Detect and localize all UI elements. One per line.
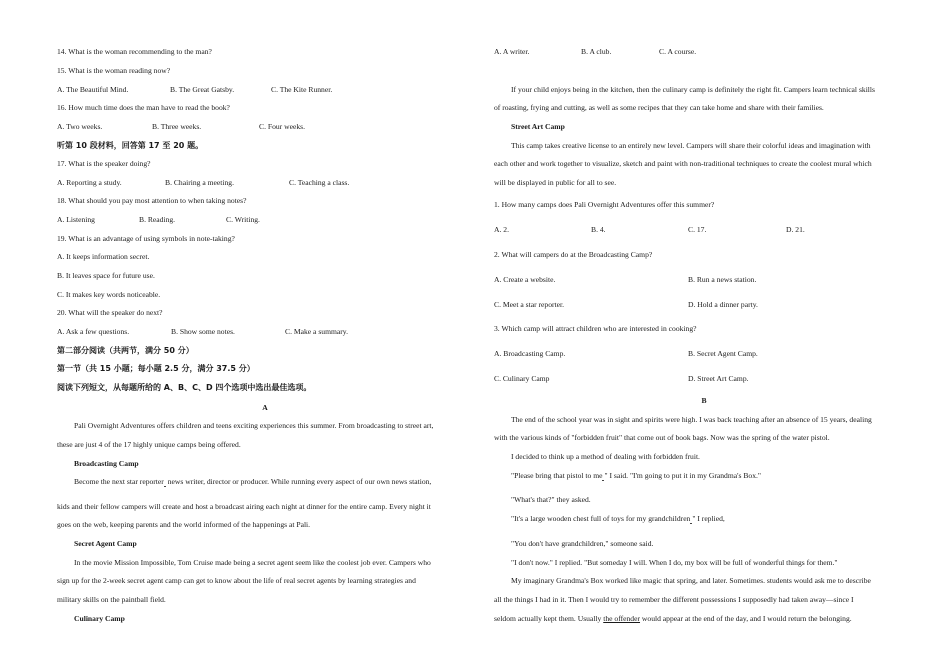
reading-question-3: 3. Which camp will attract children who are interested in cooking?	[494, 324, 697, 333]
paragraph-line: In the movie Mission Impossible, Tom Cruise made being a secret agent seem like the coolest job ever. Campers who	[74, 558, 431, 567]
question-18: 18. What should you pay most attention to when taking notes?	[57, 196, 247, 205]
paragraph-line: each other and work together to visualize, sketch and paint with non-traditional techniques to create the coolest mural which	[494, 159, 872, 168]
option: D. Street Art Camp.	[688, 374, 749, 383]
reading-question-1: 1. How many camps does Pali Overnight Adventures offer this summer?	[494, 200, 715, 209]
paragraph-line: Pali Overnight Adventures offers children and teens exciting experiences this summer. From broadcasting to street art,	[74, 421, 434, 430]
option: B. Chairing a meeting.	[165, 178, 234, 187]
option: C. Teaching a class.	[289, 178, 350, 187]
question-16-options	[57, 122, 473, 132]
question-20: 20. What will the speaker do next?	[57, 308, 163, 317]
reading-question-2-options-row-2	[494, 300, 914, 310]
paragraph-line: I decided to think up a method of dealing with forbidden fruit.	[511, 452, 700, 461]
option: C. 17.	[688, 225, 707, 234]
reading-question-1-options	[494, 225, 914, 235]
underlined-phrase: the offender	[603, 614, 641, 623]
option: C. A course.	[659, 47, 697, 56]
paragraph-line: military skills on the paintball field.	[57, 595, 166, 604]
part-2-heading: 第二部分阅读（共两节，满分 50 分）	[57, 346, 194, 355]
option: A. Ask a few questions.	[57, 327, 130, 336]
option: C. Culinary Camp	[494, 374, 550, 383]
text-fragment: " I said. "I'm going to put it in my Grandma's Box."	[604, 471, 762, 480]
question-14: 14. What is the woman recommending to the man?	[57, 47, 212, 56]
question-19-option-a: A. It keeps information secret.	[57, 252, 150, 261]
paragraph-line: kids and their fellow campers will create and host a broadcast airing each night at dinner for the entire camp. Every night it	[57, 502, 431, 511]
paragraph-line: "You don't have grandchildren," someone said.	[511, 539, 654, 548]
option: D. Hold a dinner party.	[688, 300, 758, 309]
question-17: 17. What is the speaker doing?	[57, 159, 151, 168]
question-15: 15. What is the woman reading now?	[57, 66, 171, 75]
reading-question-3-options-row-1	[494, 349, 914, 359]
text-fragment: "Please bring that pistol to me	[511, 471, 603, 480]
option: B. Three weeks.	[152, 122, 202, 131]
section-1-heading: 第一节（共 15 小题；每小题 2.5 分，满分 37.5 分）	[57, 364, 255, 373]
option: B. Secret Agent Camp.	[688, 349, 758, 358]
option: A. Create a website.	[494, 275, 556, 284]
text-fragment: would appear at the end of the day, and I would return the belonging.	[640, 614, 852, 623]
option: A. Two weeks.	[57, 122, 103, 131]
passage-a-label: A	[262, 403, 268, 412]
option: C. Writing.	[226, 215, 260, 224]
option: A. Broadcasting Camp.	[494, 349, 566, 358]
option: B. Reading.	[139, 215, 176, 224]
option: B. The Great Gatsby.	[170, 85, 235, 94]
question-19: 19. What is an advantage of using symbols in note-taking?	[57, 234, 235, 243]
paragraph-line	[494, 471, 761, 481]
reading-question-2: 2. What will campers do at the Broadcasting Camp?	[494, 250, 653, 259]
passage-b-label: B	[701, 396, 707, 405]
text-fragment: " I replied,	[692, 514, 725, 523]
section-10-heading: 听第 10 段材料，回答第 17 至 20 题。	[57, 141, 204, 150]
paragraph-line: with the various kinds of "forbidden fruit" that come out of book bags. Now was the spring of the water pistol.	[494, 433, 830, 442]
paragraph-line	[494, 514, 725, 524]
reading-question-2-options-row-1	[494, 275, 914, 285]
paragraph-line: "What's that?" they asked.	[511, 495, 591, 504]
question-20-options	[57, 327, 473, 337]
paragraph-line: If your child enjoys being in the kitchen, then the culinary camp is definitely the right fit. Campers learn technical skills	[511, 85, 875, 94]
paragraph-line: This camp takes creative license to an entirely new level. Campers will share their colorful ideas and imagination with	[511, 141, 871, 150]
reading-question-3-options-row-2	[494, 374, 914, 384]
question-15-options	[57, 85, 473, 95]
option: C. Four weeks.	[259, 122, 305, 131]
option: B. Run a news station.	[688, 275, 757, 284]
paragraph-line: The end of the school year was in sight and spirits were high. I was back teaching after an absence of 15 years, dealing	[511, 415, 872, 424]
option: B. Show some notes.	[171, 327, 235, 336]
broadcasting-camp-title: Broadcasting Camp	[74, 459, 139, 468]
option: D. 21.	[786, 225, 805, 234]
option: C. Make a summary.	[285, 327, 348, 336]
option: B. A club.	[581, 47, 612, 56]
text-fragment: "It's a large wooden chest full of toys for my grandchildren	[511, 514, 691, 523]
text-fragment: news writer, director or producer. While running every aspect of our own news station,	[167, 477, 432, 486]
paragraph-line: goes on the web, keeping parents and the world informed of the happenings at Pali.	[57, 520, 311, 529]
question-18-options	[57, 215, 473, 225]
paragraph-line: sign up for the 2-week secret agent camp can get to know about the life of real secret agents by learning strategies and	[57, 576, 416, 585]
paragraph-line: these are just 4 of the 17 highly unique camps being offered.	[57, 440, 241, 449]
question-19-option-c: C. It makes key words noticeable.	[57, 290, 161, 299]
option: B. 4.	[591, 225, 606, 234]
text-fragment: Become the next star reporter	[74, 477, 164, 486]
option: C. The Kite Runner.	[271, 85, 333, 94]
paragraph-line: "I don't now." I replied. "But someday I will. When I do, my box will be full of wonderful things for them."	[511, 558, 838, 567]
paragraph-line	[57, 477, 431, 487]
option: A. A writer.	[494, 47, 530, 56]
paragraph-line	[494, 614, 852, 624]
option: A. 2.	[494, 225, 509, 234]
culinary-camp-title: Culinary Camp	[74, 614, 125, 623]
paragraph-line: will be displayed in public for all to see.	[494, 178, 617, 187]
question-16: 16. How much time does the man have to read the book?	[57, 103, 230, 112]
paragraph-line: all the things I had in it. Then I would try to remember the different possessions I supposedly had taken away—since I	[494, 595, 854, 604]
text-fragment: seldom actually kept them. Usually	[494, 614, 604, 623]
question-17-options	[57, 178, 473, 188]
secret-agent-camp-title: Secret Agent Camp	[74, 539, 137, 548]
street-art-camp-title: Street Art Camp	[511, 122, 565, 131]
option: A. Listening	[57, 215, 95, 224]
paragraph-line: My imaginary Grandma's Box worked like magic that spring, and later. Sometimes. students would ask me to describe	[511, 576, 871, 585]
option: A. The Beautiful Mind.	[57, 85, 129, 94]
option: C. Meet a star reporter.	[494, 300, 565, 309]
question-19-option-b: B. It leaves space for future use.	[57, 271, 155, 280]
paragraph-line: of roasting, frying and cutting, as well as some recipes that they can take home and share with their families.	[494, 103, 824, 112]
reading-instructions: 阅读下列短文，从每题所给的 A、B、C、D 四个选项中选出最佳选项。	[57, 383, 312, 392]
answer-blank	[164, 478, 166, 487]
top-options	[494, 47, 914, 57]
option: A. Reporting a study.	[57, 178, 122, 187]
